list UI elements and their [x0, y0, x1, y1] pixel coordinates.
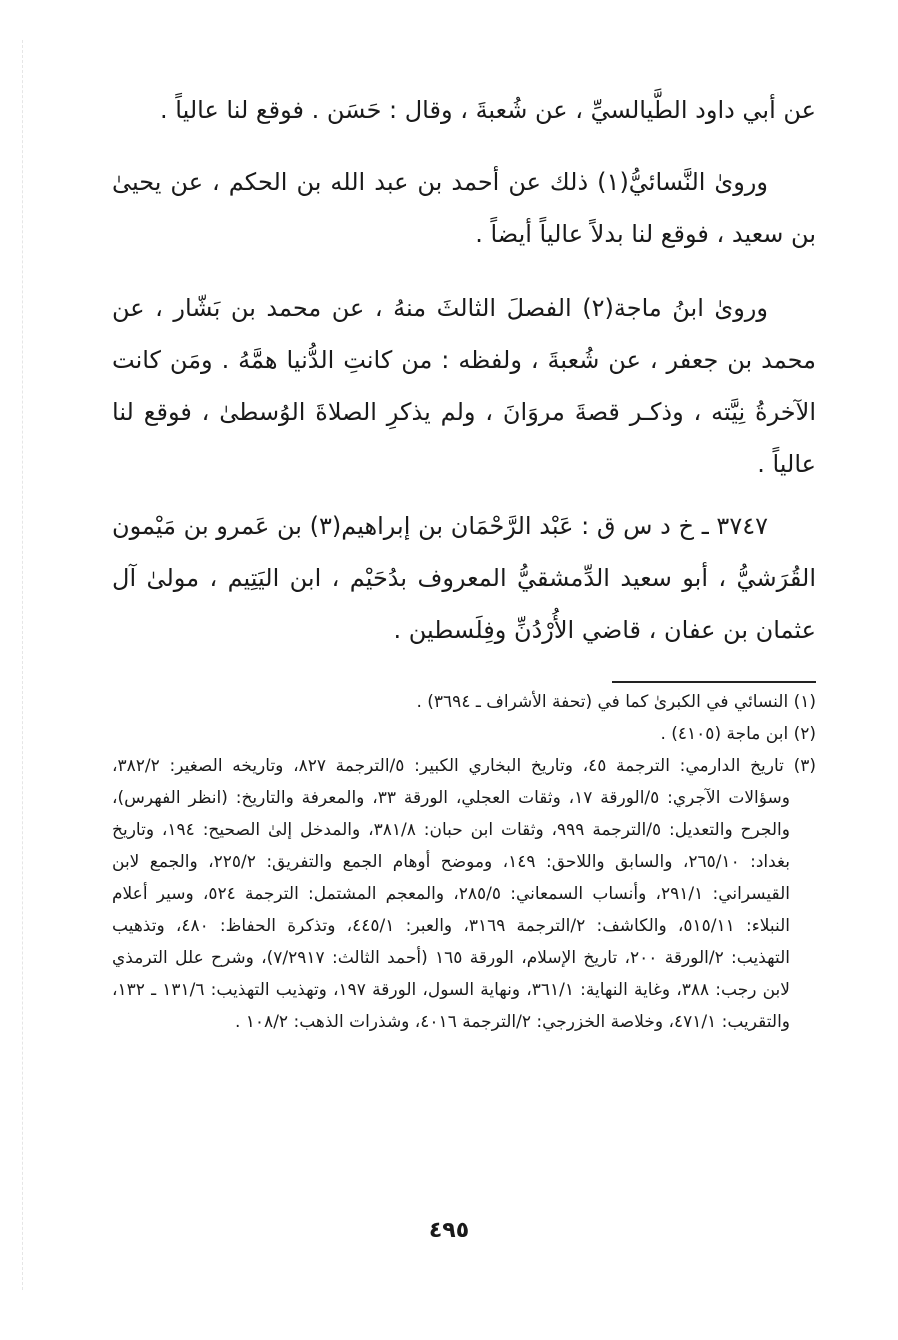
footnote-2: (٢) ابن ماجة (٤١٠٥) .: [660, 724, 816, 744]
footnote-separator: [612, 681, 816, 683]
main-text-block: [112, 84, 816, 656]
footnotes-block: [112, 686, 816, 1038]
page-number: ٤٩٥: [428, 1218, 470, 1243]
biography-entry-3747: ٣٧٤٧ ـ خ د س ق : عَبْد الرَّحْمَان بن إبراهيم(٣) بن عَمرو بن مَيْمون القُرَشيُّ ، أبو سعيد الدِّمشقيُّ المعروف بدُحَيْم ، ابن اليَتِيم ، مولیٰ آل عثمان بن عفان ، قاضي الأُرْدُنِّ وفِلَسطين .: [112, 512, 816, 644]
paragraph-1: عن أبي داود الطَّيالسيِّ ، عن شُعبةَ ، وقال : حَسَن . فوقع لنا عالياً .: [160, 96, 816, 124]
footnote-3: (٣) تاريخ الدارمي: الترجمة ٤٥، وتاريخ البخاري الكبير: ٥/الترجمة ٨٢٧، وتاريخه الصغير: ٣٨٢/٢، وسؤالات الآجري: ٥/الورقة ١٧، وثقات العجلي، الورقة ٣٣، والمعرفة والتاريخ: (انظر الفهرس)، والجرح والتعديل: ٥/الترجمة ٩٩٩، وثقات ابن حبان: ٣٨١/٨، والمدخل إلیٰ الصحيح: ١٩٤، وتاريخ بغداد: ٢٦٥/١٠، والسابق واللاحق: ١٤٩، وموضح أوهام الجمع والتفريق: ٢٢٥/٢، والجمع لابن القيسراني: ٢٩١/١، وأنساب السمعاني: ٢٨٥/٥، والمعجم المشتمل: الترجمة ٥٢٤، وسير أعلام النبلاء: ٥١٥/١١، والكاشف: ٢/الترجمة ٣١٦٩، والعبر: ٤٤٥/١، وتذكرة الحفاظ: ٤٨٠، وتذهيب التهذيب: ٢/الورقة ٢٠٠، تاريخ الإسلام، الورقة ١٦٥ (أحمد الثالث: ٧/٢٩١٧)، وشرح علل الترمذي لابن رجب: ٣٨٨، وغاية النهاية: ٣٦١/١، ونهاية السول، الورقة ١٩٧، وتهذيب التهذيب: ١٣١/٦ ـ ١٣٢، والتقريب: ٤٧١/١، وخلاصة الخزرجي: ٢/الترجمة ٤٠١٦، وشذرات الذهب: ١٠٨/٢ .: [112, 756, 817, 1032]
page-edge-shadow: [22, 40, 23, 1290]
paragraph-2: ورویٰ النَّسائيُّ(١) ذلك عن أحمد بن عبد الله بن الحكم ، عن يحيیٰ بن سعيد ، فوقع لنا بدلاً عالياً أيضاً .: [112, 168, 816, 248]
paragraph-3: ورویٰ ابنُ ماجة(٢) الفصلَ الثالثَ منهُ ، عن محمد بن بَشّار ، عن محمد بن جعفر ، عن شُعبةَ ، ولفظه : من كانتِ الدُّنيا همَّهُ . ومَن كانت الآخرةُ نِيَّته ، وذكـر قصةَ مروَانَ ، ولم يذكرِ الصلاةَ الوُسطیٰ ، فوقع لنا عالياً .: [112, 294, 816, 478]
footnote-1: (١) النسائي في الكبریٰ كما في (تحفة الأشراف ـ ٣٦٩٤) .: [416, 692, 816, 712]
